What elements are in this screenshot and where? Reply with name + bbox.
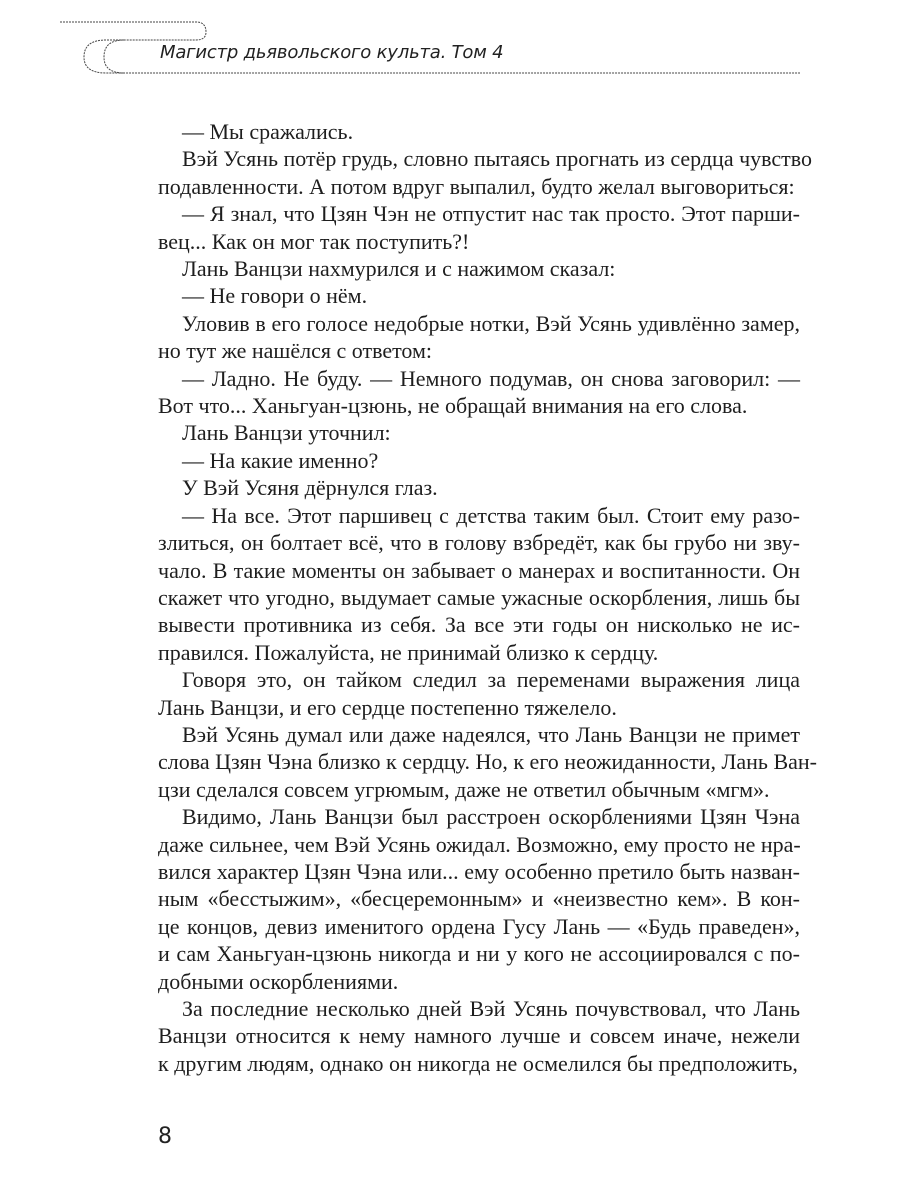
page-number: 8 (158, 1124, 172, 1149)
paragraph (158, 310, 800, 365)
paragraph (158, 447, 800, 474)
text-line: даже сильнее, чем Вэй Усянь ожидал. Возможно, ему просто не нра- (158, 831, 801, 857)
paragraph (158, 474, 800, 501)
text-line: вец... Как он мог так поступить?! (158, 228, 470, 254)
paragraph (158, 200, 800, 255)
paragraph (158, 365, 800, 420)
text-line: Вот что... Ханьгуан-цзюнь, не обращай внимания на его слова. (158, 393, 748, 419)
paragraph (158, 145, 813, 200)
text-line: скажет что угодно, выдумает самые ужасные оскорбления, лишь бы (158, 584, 800, 610)
text-line: Видимо, Лань Ванцзи был расстроен оскорблениями Цзян Чэна (182, 804, 800, 830)
text-line: цзи сделался совсем угрюмым, даже не ответил обычным «мгм». (158, 776, 770, 802)
text-line: Лань Ванцзи уточнил: (182, 420, 391, 446)
paragraph (158, 255, 800, 282)
text-line: слова Цзян Чэна близко к сердцу. Но, к его неожиданности, Лань Ван- (158, 749, 817, 775)
text-line: Лань Ванцзи, и его сердце постепенно тяжелело. (158, 694, 617, 720)
text-line: чало. В такие моменты он забывает о манерах и воспитанности. Он (158, 557, 800, 583)
paragraph (158, 419, 800, 446)
text-line: вился характер Цзян Чэна или... ему особенно претило быть назван- (158, 858, 800, 884)
text-line: к другим людям, однако он никогда не осмелился бы предположить, (158, 1050, 798, 1076)
text-line: — Я знал, что Цзян Чэн не отпустит нас так просто. Этот парши- (182, 201, 800, 227)
text-line: Лань Ванцзи нахмурился и с нажимом сказал: (182, 256, 616, 282)
text-line: це концов, девиз именитого ордена Гусу Лань — «Будь праведен», (158, 913, 800, 939)
page-body (158, 118, 817, 1077)
text-line: У Вэй Усяня дёрнулся глаз. (182, 475, 438, 501)
paragraph (158, 995, 800, 1077)
text-line: — Ладно. Не буду. — Немного подумав, он снова заговорил: — (182, 365, 800, 391)
text-line: За последние несколько дней Вэй Усянь почувствовал, что Лань (182, 996, 800, 1021)
paragraph (158, 721, 817, 803)
text-line: ным «бесстыжим», «бесцеремонным» и «неизвестно кем». В кон- (158, 886, 800, 912)
text-line: подавленности. А потом вдруг выпалил, будто желал выговориться: (158, 173, 795, 199)
paragraph (158, 118, 800, 145)
text-line: злиться, он болтает всё, что в голову взбредёт, как бы грубо ни зву- (158, 530, 800, 556)
paragraph (158, 666, 800, 721)
text-line: — На какие именно? (182, 447, 379, 473)
running-title: Магистр дьявольского культа. Том 4 (160, 42, 504, 63)
text-line: — Не говори о нём. (182, 283, 368, 309)
text-line: и сам Ханьгуан-цзюнь никогда и ни у кого не ассоциировался с по- (158, 941, 800, 967)
text-line: — На все. Этот паршивец с детства таким был. Стоит ему разо- (182, 502, 800, 528)
text-line: Уловив в его голосе недобрые нотки, Вэй Усянь удивлённо замер, (182, 310, 800, 336)
paragraph (158, 282, 800, 309)
paragraph (158, 803, 800, 995)
text-line: Говоря это, он тайком следил за переменами выражения лица (182, 667, 800, 693)
text-line: правился. Пожалуйста, не принимай близко к сердцу. (158, 639, 659, 665)
text-line: Вэй Усянь думал или даже надеялся, что Лань Ванцзи не примет (182, 721, 800, 747)
text-line: Ванцзи относится к нему намного лучше и совсем иначе, нежели (158, 1023, 800, 1049)
text-line: — Мы сражались. (182, 119, 354, 144)
text-line: добными оскорблениями. (158, 968, 399, 994)
text-line: вывести противника из себя. За все эти годы он нисколько не ис- (158, 612, 800, 638)
text-line: Вэй Усянь потёр грудь, словно пытаясь прогнать из сердца чувство (182, 146, 813, 172)
paragraph (158, 502, 800, 666)
text-line: но тут же нашёлся с ответом: (158, 338, 433, 364)
